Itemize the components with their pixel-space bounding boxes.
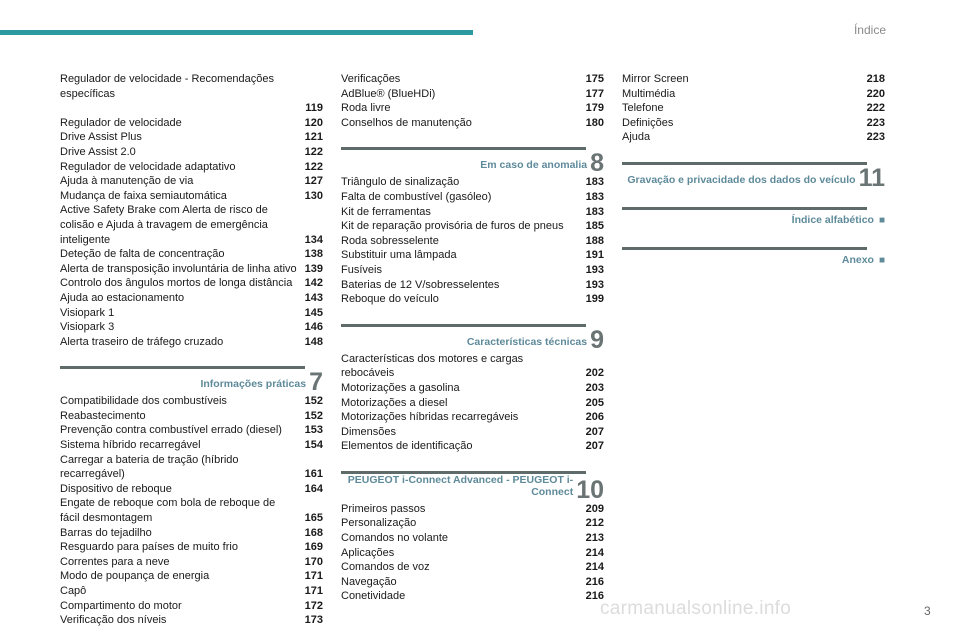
toc-entry-title: Navegação — [341, 575, 397, 588]
section-title[interactable]: PEUGEOT i-Connect Advanced - PEUGEOT i-Connect — [347, 473, 574, 498]
toc-entry-page: 170 — [304, 555, 323, 568]
toc-entry-page: 216 — [585, 590, 604, 603]
toc-list — [622, 72, 885, 145]
page-number: 3 — [924, 604, 931, 618]
toc-entry-title: AdBlue® (BlueHDi) — [341, 87, 436, 100]
toc-entry[interactable] — [341, 381, 604, 396]
section-rule — [622, 207, 867, 210]
toc-entry-page: 212 — [585, 517, 604, 530]
toc-entry-title: Conetividade — [341, 590, 406, 603]
toc-entry[interactable] — [341, 439, 604, 454]
toc-entry-page: 223 — [866, 116, 885, 129]
toc-entry[interactable] — [60, 130, 323, 145]
square-bullet-icon: ■ — [878, 254, 885, 266]
toc-entry[interactable] — [60, 262, 323, 277]
toc-entry-title: Conselhos de manutenção — [341, 116, 472, 129]
section-title[interactable]: Índice alfabético — [791, 213, 874, 226]
toc-entry-title: Verificação dos níveis — [60, 614, 167, 627]
toc-entry-page: 152 — [304, 395, 323, 408]
toc-entry-page: 168 — [304, 526, 323, 539]
section-10-header — [341, 471, 604, 504]
toc-entry-title: Capô — [60, 585, 87, 597]
toc-entry-page: 191 — [585, 249, 604, 262]
toc-entry[interactable] — [341, 425, 604, 440]
toc-entry-title: Verificações — [341, 73, 401, 85]
toc-entry-title: Elementos de identificação — [341, 440, 473, 453]
toc-entry[interactable] — [60, 203, 323, 247]
toc-entry-page: 199 — [585, 293, 604, 306]
toc-entry[interactable] — [341, 516, 604, 531]
toc-entry[interactable] — [60, 540, 323, 555]
toc-entry-page: 120 — [304, 116, 323, 129]
toc-entry[interactable] — [341, 546, 604, 561]
toc-entry-title: Definições — [622, 116, 674, 129]
toc-entry-page: 202 — [585, 367, 604, 380]
toc-entry-title: Prevenção contra combustível errado (diesel) — [60, 424, 282, 437]
toc-entry-title: Roda livre — [341, 102, 391, 115]
toc-list — [341, 502, 604, 604]
toc-entry[interactable] — [60, 555, 323, 570]
toc-entry-page: 183 — [585, 190, 604, 203]
toc-entry[interactable] — [60, 160, 323, 175]
toc-entry-title: Comandos de voz — [341, 561, 430, 574]
page-header-title: Índice — [853, 23, 886, 37]
toc-entry[interactable] — [60, 394, 323, 409]
toc-entry[interactable] — [60, 409, 323, 424]
toc-entry[interactable] — [341, 101, 604, 116]
toc-entry-title: Resguardo para países de muito frio — [60, 541, 238, 554]
section-9-header — [341, 324, 604, 354]
toc-entry[interactable] — [341, 190, 604, 205]
toc-entry[interactable] — [341, 175, 604, 190]
toc-column-1 — [60, 72, 323, 628]
toc-entry[interactable] — [60, 320, 323, 335]
section-title[interactable]: Em caso de anomalia — [480, 159, 588, 172]
toc-entry-page: 171 — [304, 585, 323, 597]
toc-entry-title: Aplicações — [341, 546, 395, 559]
toc-column-2 — [341, 72, 604, 604]
toc-entry-page: 207 — [585, 440, 604, 453]
toc-entry[interactable] — [622, 72, 885, 87]
toc-entry[interactable] — [60, 438, 323, 453]
toc-list — [60, 72, 323, 349]
toc-entry-title: Reboque do veículo — [341, 293, 439, 306]
toc-entry-title: Primeiros passos — [341, 502, 426, 515]
toc-entry[interactable] — [622, 101, 885, 116]
toc-entry-title: Visiopark 3 — [60, 321, 115, 334]
toc-entry-title: Compatibilidade dos combustíveis — [60, 395, 227, 408]
toc-entry-title: Triângulo de sinalização — [341, 176, 460, 189]
toc-entry-page: 127 — [304, 175, 323, 188]
toc-entry[interactable] — [60, 116, 323, 131]
toc-entry-page: 161 — [304, 468, 323, 481]
toc-entry-title: Ajuda — [622, 131, 651, 144]
toc-entry-page: 180 — [585, 116, 604, 129]
toc-column-3 — [622, 72, 885, 270]
section-rule — [622, 247, 867, 250]
toc-entry-page: 179 — [585, 102, 604, 115]
toc-entry-title: Características dos motores e cargas rebocáveis — [341, 352, 524, 380]
toc-entry[interactable] — [60, 423, 323, 438]
watermark-text: carmanualsonline.info — [600, 598, 792, 619]
toc-entry-page: 209 — [585, 502, 604, 515]
toc-entry-title: Baterias de 12 V/sobresselentes — [341, 278, 500, 291]
toc-entry[interactable] — [341, 234, 604, 249]
section-number: 7 — [309, 368, 323, 397]
toc-entry-title: Mirror Screen — [622, 73, 689, 85]
toc-entry[interactable] — [60, 613, 323, 628]
toc-entry-page: 188 — [585, 234, 604, 247]
toc-entry-page: 173 — [304, 614, 323, 627]
toc-entry-page: 183 — [585, 176, 604, 189]
toc-entry-title: Compartimento do motor — [60, 599, 182, 612]
toc-entry-title: Regulador de velocidade adaptativo — [60, 160, 236, 173]
toc-entry-page: 183 — [585, 205, 604, 218]
toc-entry-title: Comandos no volante — [341, 532, 449, 545]
toc-entry[interactable] — [60, 453, 323, 482]
toc-entry[interactable] — [341, 589, 604, 604]
toc-entry[interactable] — [60, 189, 323, 204]
toc-entry-title: Roda sobresselente — [341, 234, 439, 247]
toc-entry-title: Drive Assist Plus — [60, 131, 142, 144]
toc-entry-title: Alerta traseiro de tráfego cruzado — [60, 335, 224, 348]
toc-entry[interactable] — [60, 569, 323, 584]
toc-entry[interactable] — [622, 87, 885, 102]
toc-entry-page: 145 — [304, 306, 323, 319]
toc-entry-page: 220 — [866, 87, 885, 100]
toc-entry-title: Controlo dos ângulos mortos de longa distância — [60, 277, 293, 290]
toc-entry-title: Visiopark 1 — [60, 306, 115, 319]
toc-entry[interactable] — [60, 526, 323, 541]
section-title[interactable]: Características técnicas — [466, 335, 588, 348]
toc-entry-page: 223 — [866, 131, 885, 144]
toc-entry-title: Motorizações a gasolina — [341, 381, 460, 394]
toc-entry-page: 177 — [585, 87, 604, 100]
toc-entry[interactable] — [60, 306, 323, 321]
toc-entry[interactable] — [341, 205, 604, 220]
toc-entry-page: 130 — [304, 189, 323, 202]
toc-entry-title: Engate de reboque com bola de reboque de fácil desmontagem — [60, 497, 276, 525]
toc-entry-title: Fusíveis — [341, 263, 382, 276]
toc-entry-title: Dispositivo de reboque — [60, 482, 172, 495]
toc-entry-page: 172 — [304, 599, 323, 612]
toc-entry[interactable] — [341, 531, 604, 546]
toc-entry[interactable] — [341, 219, 604, 234]
toc-entry-page: 138 — [304, 248, 323, 261]
toc-entry[interactable] — [341, 263, 604, 278]
section-number: 9 — [590, 325, 604, 354]
toc-entry-page: 214 — [585, 546, 604, 559]
toc-entry-title: Personalização — [341, 517, 417, 530]
toc-entry-title: Ajuda ao estacionamento — [60, 291, 185, 304]
toc-entry-page: 203 — [585, 381, 604, 394]
toc-entry-title: Mudança de faixa semiautomática — [60, 189, 227, 202]
toc-entry-title: Falta de combustível (gasóleo) — [341, 190, 492, 203]
toc-entry[interactable] — [341, 278, 604, 293]
toc-entry-page: 169 — [304, 541, 323, 554]
toc-entry[interactable] — [60, 599, 323, 614]
toc-entry[interactable] — [60, 291, 323, 306]
toc-entry-page: 154 — [304, 439, 323, 452]
toc-entry-page: 165 — [304, 512, 323, 525]
index-section-header — [622, 207, 885, 227]
toc-entry-page: 164 — [304, 482, 323, 495]
toc-entry[interactable] — [341, 575, 604, 590]
toc-entry-title: Motorizações a diesel — [341, 396, 448, 409]
toc-list — [341, 175, 604, 306]
toc-entry-title: Regulador de velocidade - Recomendações específicas — [60, 73, 275, 100]
toc-entry-title: Deteção de falta de concentração — [60, 248, 225, 261]
toc-entry-page: 139 — [304, 262, 323, 275]
toc-entry-page: 153 — [304, 424, 323, 437]
toc-entry-page: 152 — [304, 409, 323, 422]
toc-entry-page: 175 — [585, 73, 604, 85]
toc-entry-title: Barras do tejadilho — [60, 526, 152, 539]
section-title[interactable]: Informações práticas — [200, 378, 307, 391]
toc-entry[interactable] — [60, 72, 323, 116]
toc-entry-title: Carregar a bateria de tração (híbrido recarregável) — [60, 453, 239, 481]
toc-list — [60, 394, 323, 628]
toc-entry-title: Alerta de transposição involuntária de linha ativo — [60, 262, 297, 275]
section-title[interactable]: Gravação e privacidade dos dados do veículo — [627, 173, 856, 186]
toc-entry-page: 222 — [866, 102, 885, 115]
toc-entry-page: 142 — [304, 277, 323, 290]
toc-entry-title: Drive Assist 2.0 — [60, 145, 136, 158]
toc-entry-page: 218 — [866, 73, 885, 85]
toc-entry[interactable] — [60, 145, 323, 160]
toc-entry-title: Motorizações híbridas recarregáveis — [341, 411, 519, 424]
toc-entry-title: Correntes para a neve — [60, 555, 170, 568]
toc-entry-title: Reabastecimento — [60, 409, 146, 422]
toc-entry[interactable] — [341, 396, 604, 411]
toc-entry-title: Kit de reparação provisória de furos de pneus — [341, 220, 564, 233]
toc-entry-page: 193 — [585, 263, 604, 276]
annex-section-header — [622, 247, 885, 267]
toc-entry-page: 171 — [304, 570, 323, 583]
toc-entry-page: 207 — [585, 425, 604, 438]
toc-entry-page: 148 — [304, 335, 323, 348]
section-number: 8 — [590, 149, 604, 178]
toc-entry-page: 213 — [585, 532, 604, 545]
section-11-header — [622, 162, 885, 192]
toc-entry-page: 122 — [304, 145, 323, 158]
toc-entry-page: 205 — [585, 396, 604, 409]
toc-entry[interactable] — [60, 174, 323, 189]
toc-entry[interactable] — [341, 87, 604, 102]
toc-entry-title: Multimédia — [622, 87, 676, 100]
toc-entry[interactable] — [341, 292, 604, 307]
toc-entry-title: Dimensões — [341, 425, 397, 438]
toc-entry[interactable] — [60, 247, 323, 262]
toc-list — [341, 352, 604, 454]
toc-entry[interactable] — [341, 410, 604, 425]
toc-entry[interactable] — [60, 496, 323, 525]
toc-entry-page: 122 — [304, 160, 323, 173]
toc-entry-title: Kit de ferramentas — [341, 205, 431, 218]
toc-entry-page: 214 — [585, 561, 604, 574]
toc-entry-page: 121 — [304, 131, 323, 144]
toc-list — [341, 72, 604, 130]
top-accent-bar — [0, 30, 473, 35]
toc-entry-title: Ajuda à manutenção de via — [60, 175, 194, 188]
toc-entry-page: 134 — [304, 233, 323, 246]
toc-entry-page: 143 — [304, 291, 323, 304]
toc-entry-title: Active Safety Brake com Alerta de risco de colisão e Ajuda à travagem de emergência inteligente — [60, 204, 268, 246]
toc-entry[interactable] — [622, 116, 885, 131]
toc-entry-page: 185 — [585, 220, 604, 233]
toc-entry[interactable] — [341, 502, 604, 517]
section-7-header — [60, 366, 323, 397]
toc-entry-title: Regulador de velocidade — [60, 116, 182, 129]
toc-entry-title: Modo de poupança de energia — [60, 570, 210, 583]
toc-entry-page: 119 — [305, 102, 323, 115]
toc-entry-page: 206 — [585, 411, 604, 424]
toc-entry[interactable] — [341, 352, 604, 381]
toc-entry-title: Telefone — [622, 102, 664, 115]
toc-entry[interactable] — [341, 560, 604, 575]
toc-entry-page: 216 — [585, 575, 604, 588]
toc-entry-page: 193 — [585, 278, 604, 291]
section-number: 10 — [576, 475, 604, 504]
toc-entry[interactable] — [60, 276, 323, 291]
toc-entry-page: 146 — [304, 321, 323, 334]
toc-entry[interactable] — [622, 130, 885, 145]
toc-entry-title: Substituir uma lâmpada — [341, 249, 457, 262]
section-title[interactable]: Anexo — [841, 253, 874, 266]
section-8-header — [341, 147, 604, 178]
toc-entry[interactable] — [60, 335, 323, 350]
toc-entry[interactable] — [341, 72, 604, 87]
square-bullet-icon: ■ — [878, 214, 885, 226]
toc-entry[interactable] — [60, 584, 323, 599]
toc-entry[interactable] — [341, 248, 604, 263]
toc-entry[interactable] — [341, 116, 604, 131]
toc-entry-title: Sistema híbrido recarregável — [60, 439, 201, 452]
section-number: 11 — [858, 163, 885, 192]
toc-entry[interactable] — [60, 482, 323, 497]
